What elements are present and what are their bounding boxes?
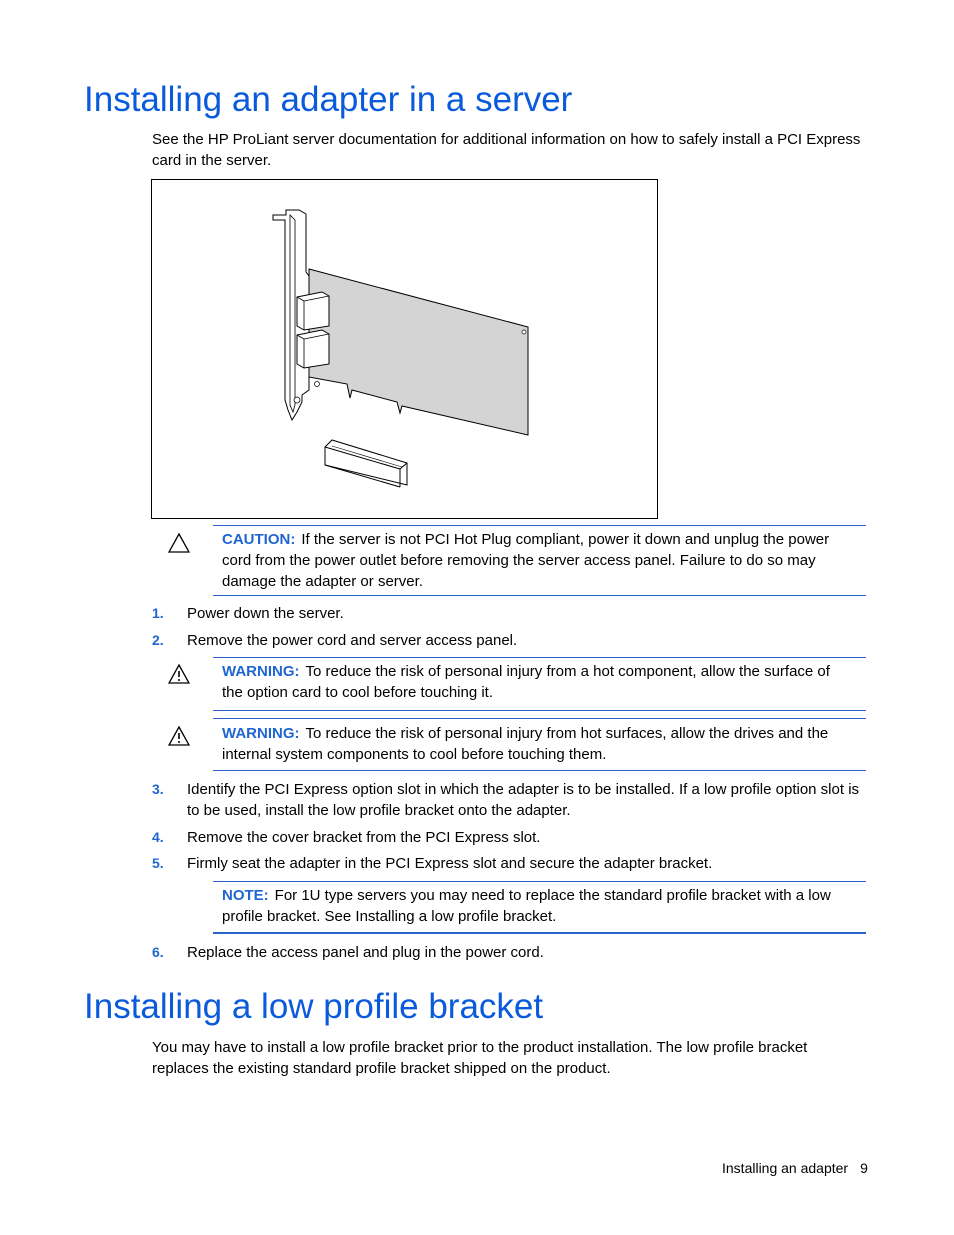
step-number: 5. <box>152 855 164 871</box>
pci-card-illustration <box>152 180 657 518</box>
step-number: 2. <box>152 632 164 648</box>
footer-section: Installing an adapter <box>722 1160 849 1176</box>
intro-paragraph: See the HP ProLiant server documentation for additional information on how to safely install a PCI Express card in the server. <box>152 131 861 169</box>
step-number: 6. <box>152 944 164 960</box>
caution-label: CAUTION: <box>222 531 296 548</box>
step-number: 4. <box>152 829 164 845</box>
warning-label: WARNING: <box>222 725 300 742</box>
page-number: 9 <box>860 1160 868 1176</box>
warning-box <box>213 718 866 771</box>
caution-triangle-icon <box>168 532 190 554</box>
section-paragraph: You may have to install a low profile bracket prior to the product installation. The low profile bracket replaces the existing standard profile bracket shipped on the product. <box>152 1039 808 1077</box>
page-title: Installing an adapter in a server <box>84 80 573 119</box>
caution-box <box>213 525 866 596</box>
step-number: 3. <box>152 781 164 797</box>
warning-text: To reduce the risk of personal injury from hot surfaces, allow the drives and the internal system components to cool before touching them. <box>222 725 829 763</box>
warning-triangle-icon <box>168 663 190 685</box>
step-text: Power down the server. <box>187 605 344 622</box>
step-number: 1. <box>152 605 164 621</box>
step-text: Firmly seat the adapter in the PCI Express slot and secure the adapter bracket. <box>187 855 713 872</box>
warning-triangle-icon <box>168 725 190 747</box>
step-text: Replace the access panel and plug in the power cord. <box>187 944 544 961</box>
warning-text: To reduce the risk of personal injury from a hot component, allow the surface of the option card to cool before touching it. <box>222 663 830 701</box>
pci-express-slot <box>325 440 407 487</box>
step-text: Identify the PCI Express option slot in which the adapter is to be installed. If a low profile option slot is to be used, install the low profile bracket onto the adapter. <box>187 781 860 819</box>
adapter-figure <box>151 179 658 519</box>
note-label: NOTE: <box>222 887 269 904</box>
warning-label: WARNING: <box>222 663 300 680</box>
card-board <box>309 269 528 435</box>
port-bottom <box>297 330 329 368</box>
step-text: Remove the power cord and server access panel. <box>187 632 518 649</box>
warning-box <box>213 657 866 711</box>
section-title: Installing a low profile bracket <box>84 987 544 1026</box>
note-text: For 1U type servers you may need to replace the standard profile bracket with a low profile bracket. See Installing a low profile bracket. <box>222 887 831 925</box>
port-top <box>297 292 329 330</box>
note-box <box>213 881 866 934</box>
footer <box>722 1159 868 1177</box>
step-text: Remove the cover bracket from the PCI Express slot. <box>187 829 541 846</box>
caution-text: If the server is not PCI Hot Plug compliant, power it down and unplug the power cord from the power outlet before removing the server access panel. Failure to do so may damage the adapter or server. <box>222 531 830 590</box>
